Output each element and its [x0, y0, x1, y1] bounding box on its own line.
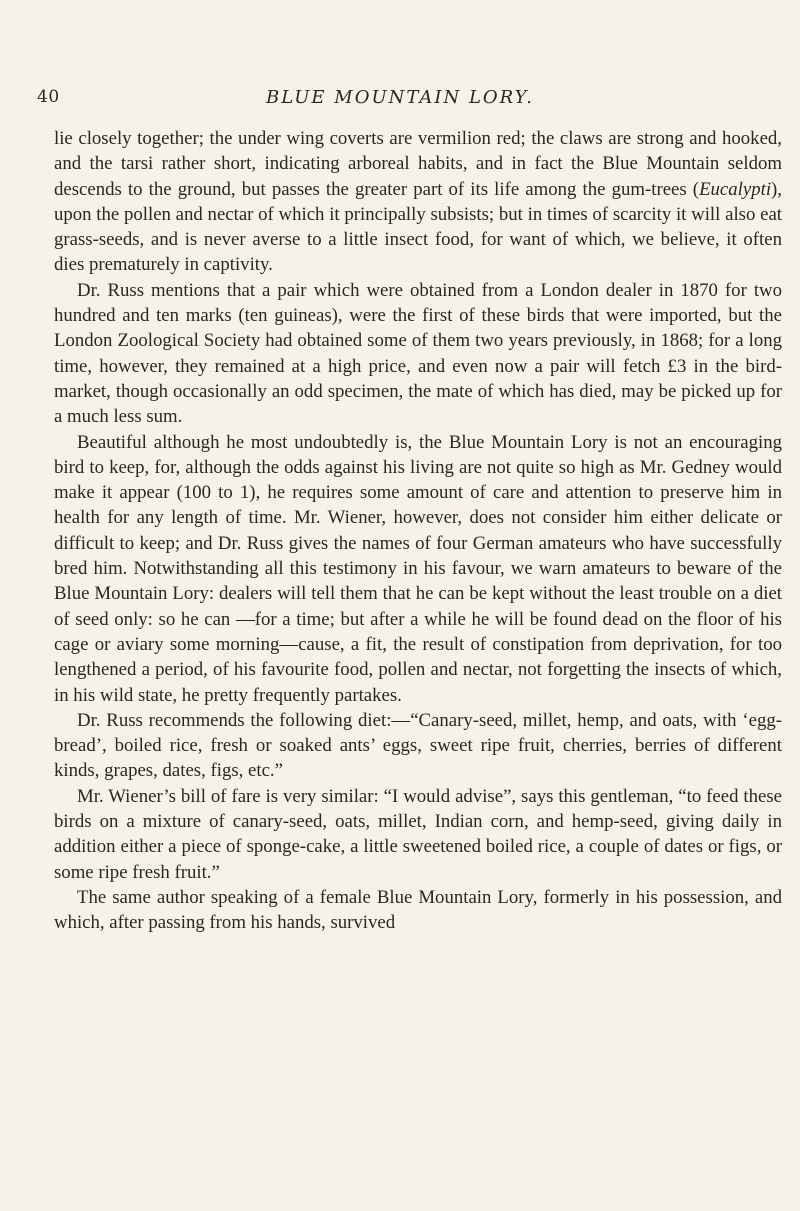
italic-term: Eucalypti	[699, 178, 772, 200]
body-text	[54, 126, 782, 936]
paragraph-3: Beautiful although he most undoubtedly is, the Blue Mountain Lory is not an encouraging bird to keep, for, although the odds against his living are not quite so high as Mr. Gedney would make it appear (100 to 1), he requires some amount of care and attention to preserve him in health for any length of time. Mr. Wiener, however, does not consider him either delicate or difficult to keep; and Dr. Russ gives the names of four German amateurs who have successfully bred him. Notwithstanding all this testimony in his favour, we warn amateurs to beware of the Blue Mountain Lory: dealers will tell them that he can be kept without the least trouble on a diet of seed only: so he can —for a time; but after a while he will be found dead on the floor of his cage or aviary some morning—cause, a fit, the result of constipation from deprivation, for too lengthened a period, of his favourite food, pollen and nectar, not forgetting the insects of which, in his wild state, he pretty frequently partakes.	[54, 431, 782, 706]
running-head: BLUE MOUNTAIN LORY.	[266, 87, 534, 108]
paragraph-2: Dr. Russ mentions that a pair which were obtained from a London dealer in 1870 for two hundred and ten marks (ten guineas), were the first of these birds that were imported, but the London Zoological Society had obtained some of them two years previously, in 1868; for a long time, however, they remained at a high price, and even now a pair will fetch £3 in the bird-market, though occasionally an odd specimen, the mate of which has died, may be picked up for a much less sum.	[54, 279, 782, 428]
page-number: 40	[37, 87, 60, 107]
paragraph-1	[54, 126, 782, 278]
paragraph-4: Dr. Russ recommends the following diet:—“Canary-seed, millet, hemp, and oats, with ‘egg-bread’, boiled rice, fresh or soaked ants’ eggs, sweet ripe fruit, cherries, berries of different kinds, grapes, dates, figs, etc.”	[54, 709, 782, 782]
paragraph-5: Mr. Wiener’s bill of fare is very similar: “I would advise”, says this gentleman, “to feed these birds on a mixture of canary-seed, oats, millet, Indian corn, and hemp-seed, giving daily in addition either a piece of sponge-cake, a little sweetened boiled rice, a couple of dates or figs, or some ripe fresh fruit.”	[54, 785, 782, 883]
paragraph-1-text-a: lie closely together; the under wing coverts are vermilion red; the claws are strong and hooked, and the tarsi rather short, indicating arboreal habits, and in fact the Blue Mountain seldom descends to the ground, but passes the greater part of its life among the gum-trees (	[54, 128, 782, 200]
paragraph-1-text-b: ), upon the pollen and nectar of which it principally subsists; but in times of scarcity it will also eat grass-seeds, and is never averse to a little insect food, for want of which, we believe, it often dies prematurely in captivity.	[54, 178, 782, 276]
paragraph-6: The same author speaking of a female Blue Mountain Lory, formerly in his possession, and which, after passing from his hands, survived	[54, 886, 782, 934]
